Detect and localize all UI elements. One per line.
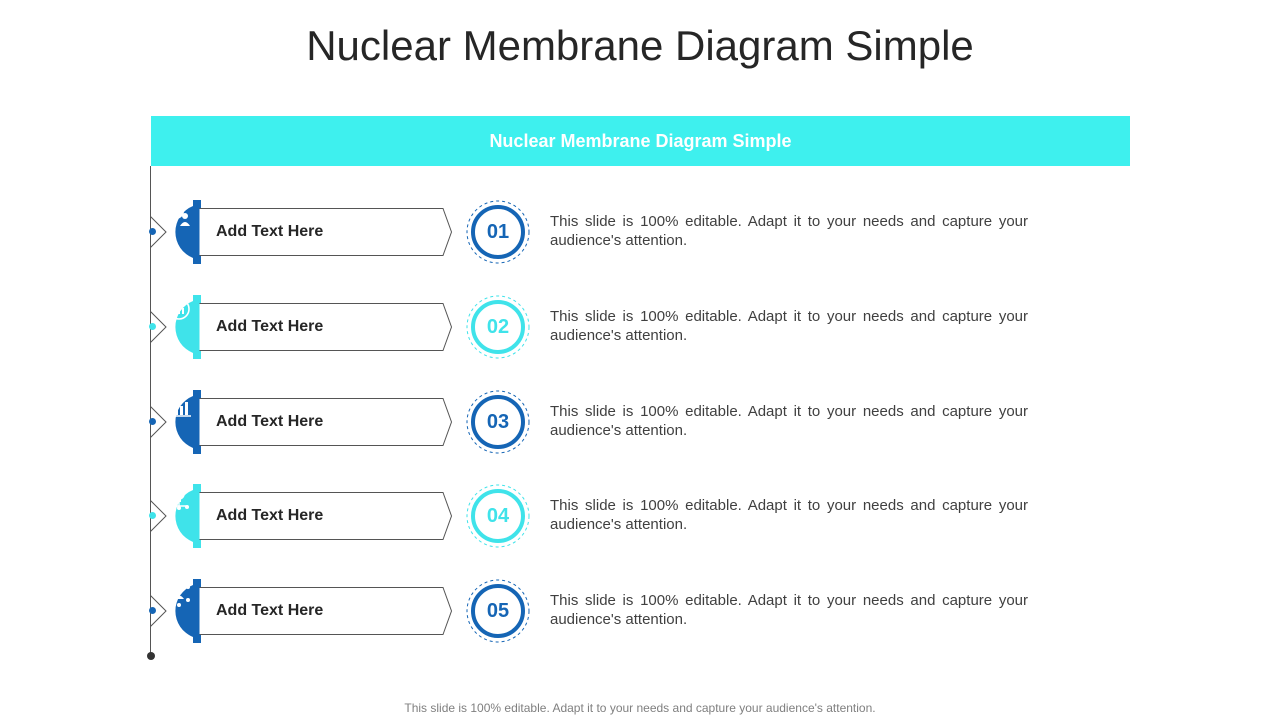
icon-badge: [165, 579, 201, 643]
number-text: 05: [486, 600, 510, 622]
label-box: [199, 587, 452, 635]
number-text: 03: [486, 410, 510, 433]
number-badge: [466, 200, 530, 264]
slide-title: Nuclear Membrane Diagram Simple: [306, 22, 974, 69]
banner: Nuclear Membrane Diagram Simple: [151, 116, 1130, 166]
label-text: Add Text Here: [216, 317, 324, 335]
label-text: Add Text Here: [216, 412, 324, 430]
label-box: [199, 492, 452, 540]
number-text: 02: [486, 315, 510, 338]
list-item: [0, 295, 1280, 359]
icon-badge: [165, 200, 201, 264]
label-box: [199, 208, 452, 256]
number-text: 04: [486, 505, 510, 528]
chart-circle-icon: [165, 295, 193, 323]
people-network-icon: [165, 579, 193, 607]
description-text: This slide is 100% editable. Adapt it to your needs and capture your audience's attention.: [550, 402, 1028, 439]
label-text: Add Text Here: [216, 602, 324, 619]
list-item: [0, 484, 1280, 548]
list-item: [0, 390, 1280, 454]
description-text: This slide is 100% editable. Adapt it to your needs and capture your audience's attention.: [550, 213, 1028, 249]
idea-network-icon: [165, 484, 193, 512]
list-item: [0, 200, 1280, 264]
icon-badge: [165, 484, 201, 548]
number-badge: [466, 579, 530, 643]
timeline-end-dot: [147, 652, 155, 660]
footer-note: This slide is 100% editable. Adapt it to your needs and capture your audience's attention.: [404, 701, 876, 715]
icon-badge: [165, 295, 201, 359]
number-text: 01: [486, 221, 510, 243]
number-badge: [466, 295, 530, 359]
number-badge: [466, 390, 530, 454]
label-box: [199, 303, 452, 351]
list-item: [0, 579, 1280, 643]
description-text: This slide is 100% editable. Adapt it to your needs and capture your audience's attention.: [550, 592, 1028, 628]
icon-badge: [165, 390, 201, 454]
analytics-person-icon: [165, 200, 193, 228]
description-text: This slide is 100% editable. Adapt it to your needs and capture your audience's attention.: [550, 307, 1028, 344]
description-text: This slide is 100% editable. Adapt it to your needs and capture your audience's attention.: [550, 497, 1028, 534]
growth-chart-icon: [165, 390, 193, 418]
label-box: [199, 398, 452, 446]
number-badge: [466, 484, 530, 548]
label-text: Add Text Here: [216, 223, 324, 240]
label-text: Add Text Here: [216, 507, 324, 525]
